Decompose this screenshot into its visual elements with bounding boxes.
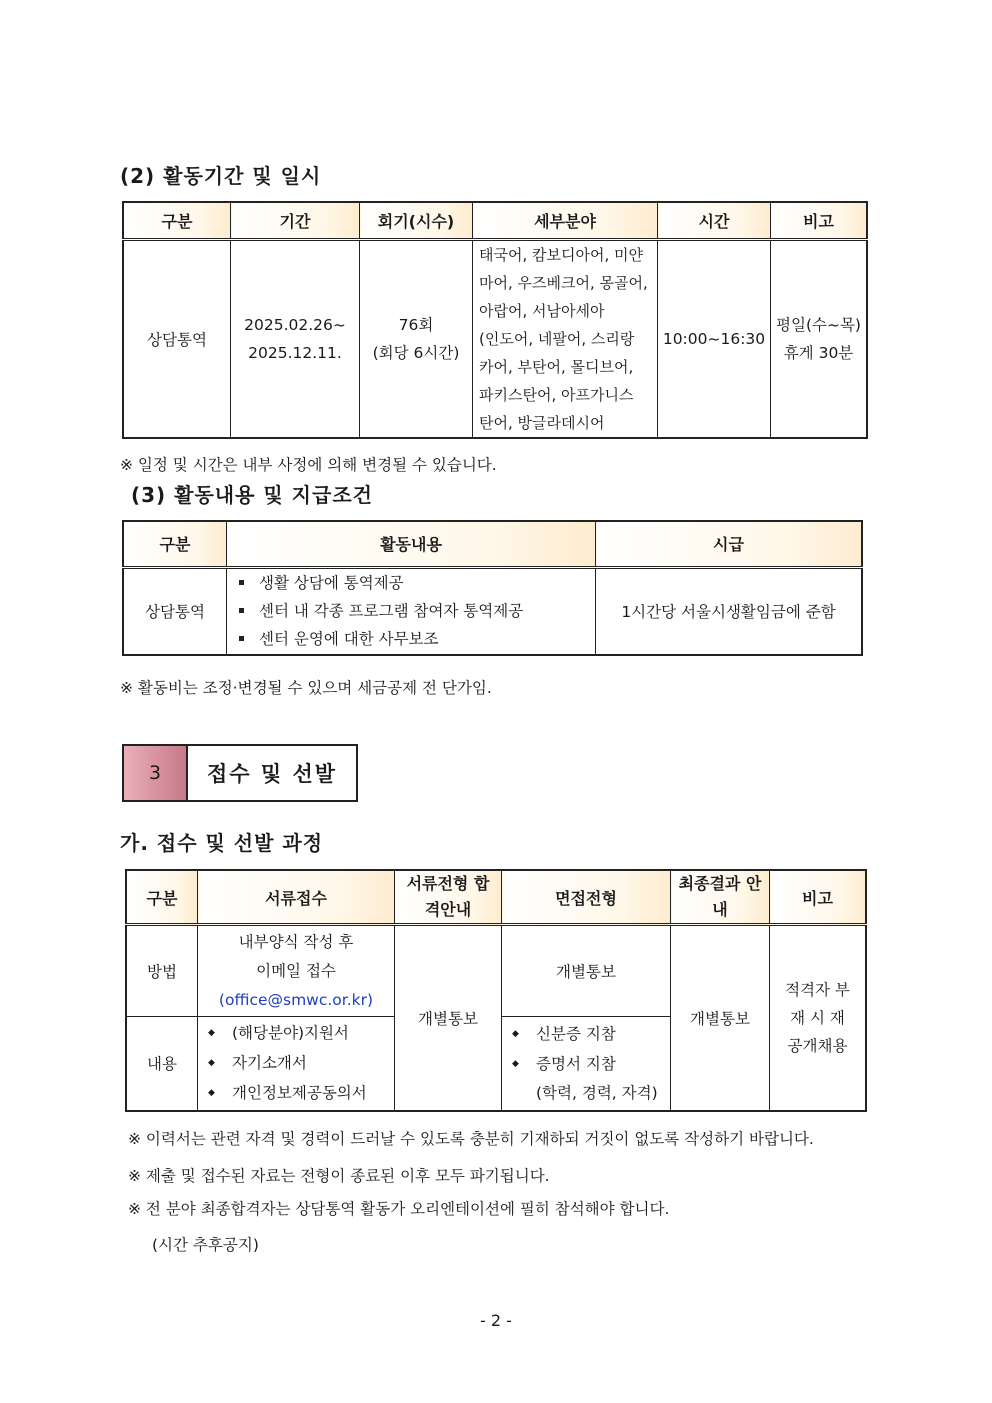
activity-footnote: ※ 활동비는 조정·변경될 수 있으며 세금공제 전 단가임. [120, 679, 492, 697]
header-period: 기간 [231, 202, 360, 239]
header-activity: 활동내용 [227, 521, 596, 567]
activity-item: 생활 상담에 통역제공 [231, 569, 591, 597]
process-heading: 가. 접수 및 선발 과정 [120, 831, 324, 855]
note-days: 평일(수~목) [776, 315, 861, 334]
header-note: 비고 [770, 870, 867, 925]
field-line: 태국어, 캄보디아어, 미얀 [479, 245, 643, 264]
header-interview: 면접전형 [502, 870, 671, 925]
email-link[interactable]: (office@smwc.or.kr) [218, 990, 374, 1009]
cell-category: 상담통역 [123, 567, 227, 655]
cell-fields [473, 239, 658, 438]
cell-category: 상담통역 [123, 239, 231, 438]
period-end: 2025.12.11. [248, 343, 342, 362]
cell-doc-pass: 개별통보 [395, 925, 502, 1111]
cell-method-document [198, 925, 395, 1017]
field-line: (인도어, 네팔어, 스리랑 [479, 329, 635, 348]
method-doc-line: 이메일 접수 [256, 961, 336, 980]
chapter-title: 접수 및 선발 [206, 762, 338, 786]
section-heading-activity: (3) 활동내용 및 지급조건 [131, 483, 373, 507]
sessions-count: 76회 [398, 315, 434, 334]
period-footnote: ※ 일정 및 시간은 내부 사정에 의해 변경될 수 있습니다. [120, 456, 497, 474]
sessions-hours: (회당 6시간) [372, 343, 460, 362]
header-category: 구분 [123, 521, 227, 567]
header-category: 구분 [126, 870, 198, 925]
header-final: 최종결과 안내 [671, 870, 770, 925]
interview-sub: (학력, 경력, 자격) [536, 1084, 658, 1103]
document-item: ◆ (해당분야)지원서 [202, 1018, 390, 1048]
cell-sessions [360, 239, 473, 438]
header-pay: 시급 [596, 521, 863, 567]
page-number: - 2 - [480, 1311, 512, 1330]
cell-content-interview [502, 1017, 671, 1111]
field-line: 마어, 우즈베크어, 몽골어, [479, 273, 648, 292]
interview-item: ◆ 증명서 지참 [506, 1049, 666, 1079]
interview-item: ◆ 신분증 지참 [506, 1019, 666, 1049]
section-heading-period: (2) 활동기간 및 일시 [120, 164, 322, 188]
note-break: 휴게 30분 [783, 343, 854, 362]
activity-table [122, 520, 863, 656]
cell-period [231, 239, 360, 438]
header-sessions: 회기(시수) [360, 202, 473, 239]
header-time: 시간 [658, 202, 771, 239]
process-note-sub: (시간 추후공지) [152, 1236, 259, 1254]
row-label-content: 내용 [126, 1017, 198, 1111]
process-table [125, 869, 867, 1112]
header-document: 서류접수 [198, 870, 395, 925]
document-item: ◆ 자기소개서 [202, 1048, 390, 1078]
field-line: 파키스탄어, 아프가니스 [479, 385, 634, 404]
cell-method-interview: 개별통보 [502, 925, 671, 1017]
cell-pay: 1시간당 서울시생활임금에 준함 [596, 567, 863, 655]
document-item: ◆ 개인정보제공동의서 [202, 1078, 390, 1108]
header-doc-pass: 서류전형 합격안내 [395, 870, 502, 925]
activity-item: 센터 내 각종 프로그램 참여자 통역제공 [231, 597, 591, 625]
cell-activity [227, 567, 596, 655]
header-category: 구분 [123, 202, 231, 239]
method-doc-line: 내부양식 작성 후 [238, 932, 354, 951]
activity-item: 센터 운영에 대한 사무보조 [231, 625, 591, 653]
field-line: 아랍어, 서남아세아 [479, 301, 605, 320]
header-note: 비고 [771, 202, 868, 239]
row-label-method: 방법 [126, 925, 198, 1017]
field-line: 카어, 부탄어, 몰디브어, [479, 357, 634, 376]
cell-note: 적격자 부재 시 재공개채용 [770, 925, 867, 1111]
cell-time: 10:00~16:30 [658, 239, 771, 438]
process-note: ※ 이력서는 관련 자격 및 경력이 드러날 수 있도록 충분히 기재하되 거짓이 없도록 작성하기 바랍니다. [128, 1130, 814, 1148]
process-note: ※ 전 분야 최종합격자는 상담통역 활동가 오리엔테이션에 필히 참석해야 합니다. [128, 1200, 670, 1218]
field-line: 탄어, 방글라데시어 [479, 413, 605, 432]
cell-note [771, 239, 868, 438]
header-fields: 세부분야 [473, 202, 658, 239]
chapter-title-box [122, 744, 358, 802]
period-start: 2025.02.26~ [244, 315, 346, 334]
cell-final: 개별통보 [671, 925, 770, 1111]
period-table [122, 201, 868, 439]
process-note: ※ 제출 및 접수된 자료는 전형이 종료된 이후 모두 파기됩니다. [128, 1167, 550, 1185]
cell-content-document [198, 1017, 395, 1111]
chapter-number: 3 [124, 746, 188, 800]
